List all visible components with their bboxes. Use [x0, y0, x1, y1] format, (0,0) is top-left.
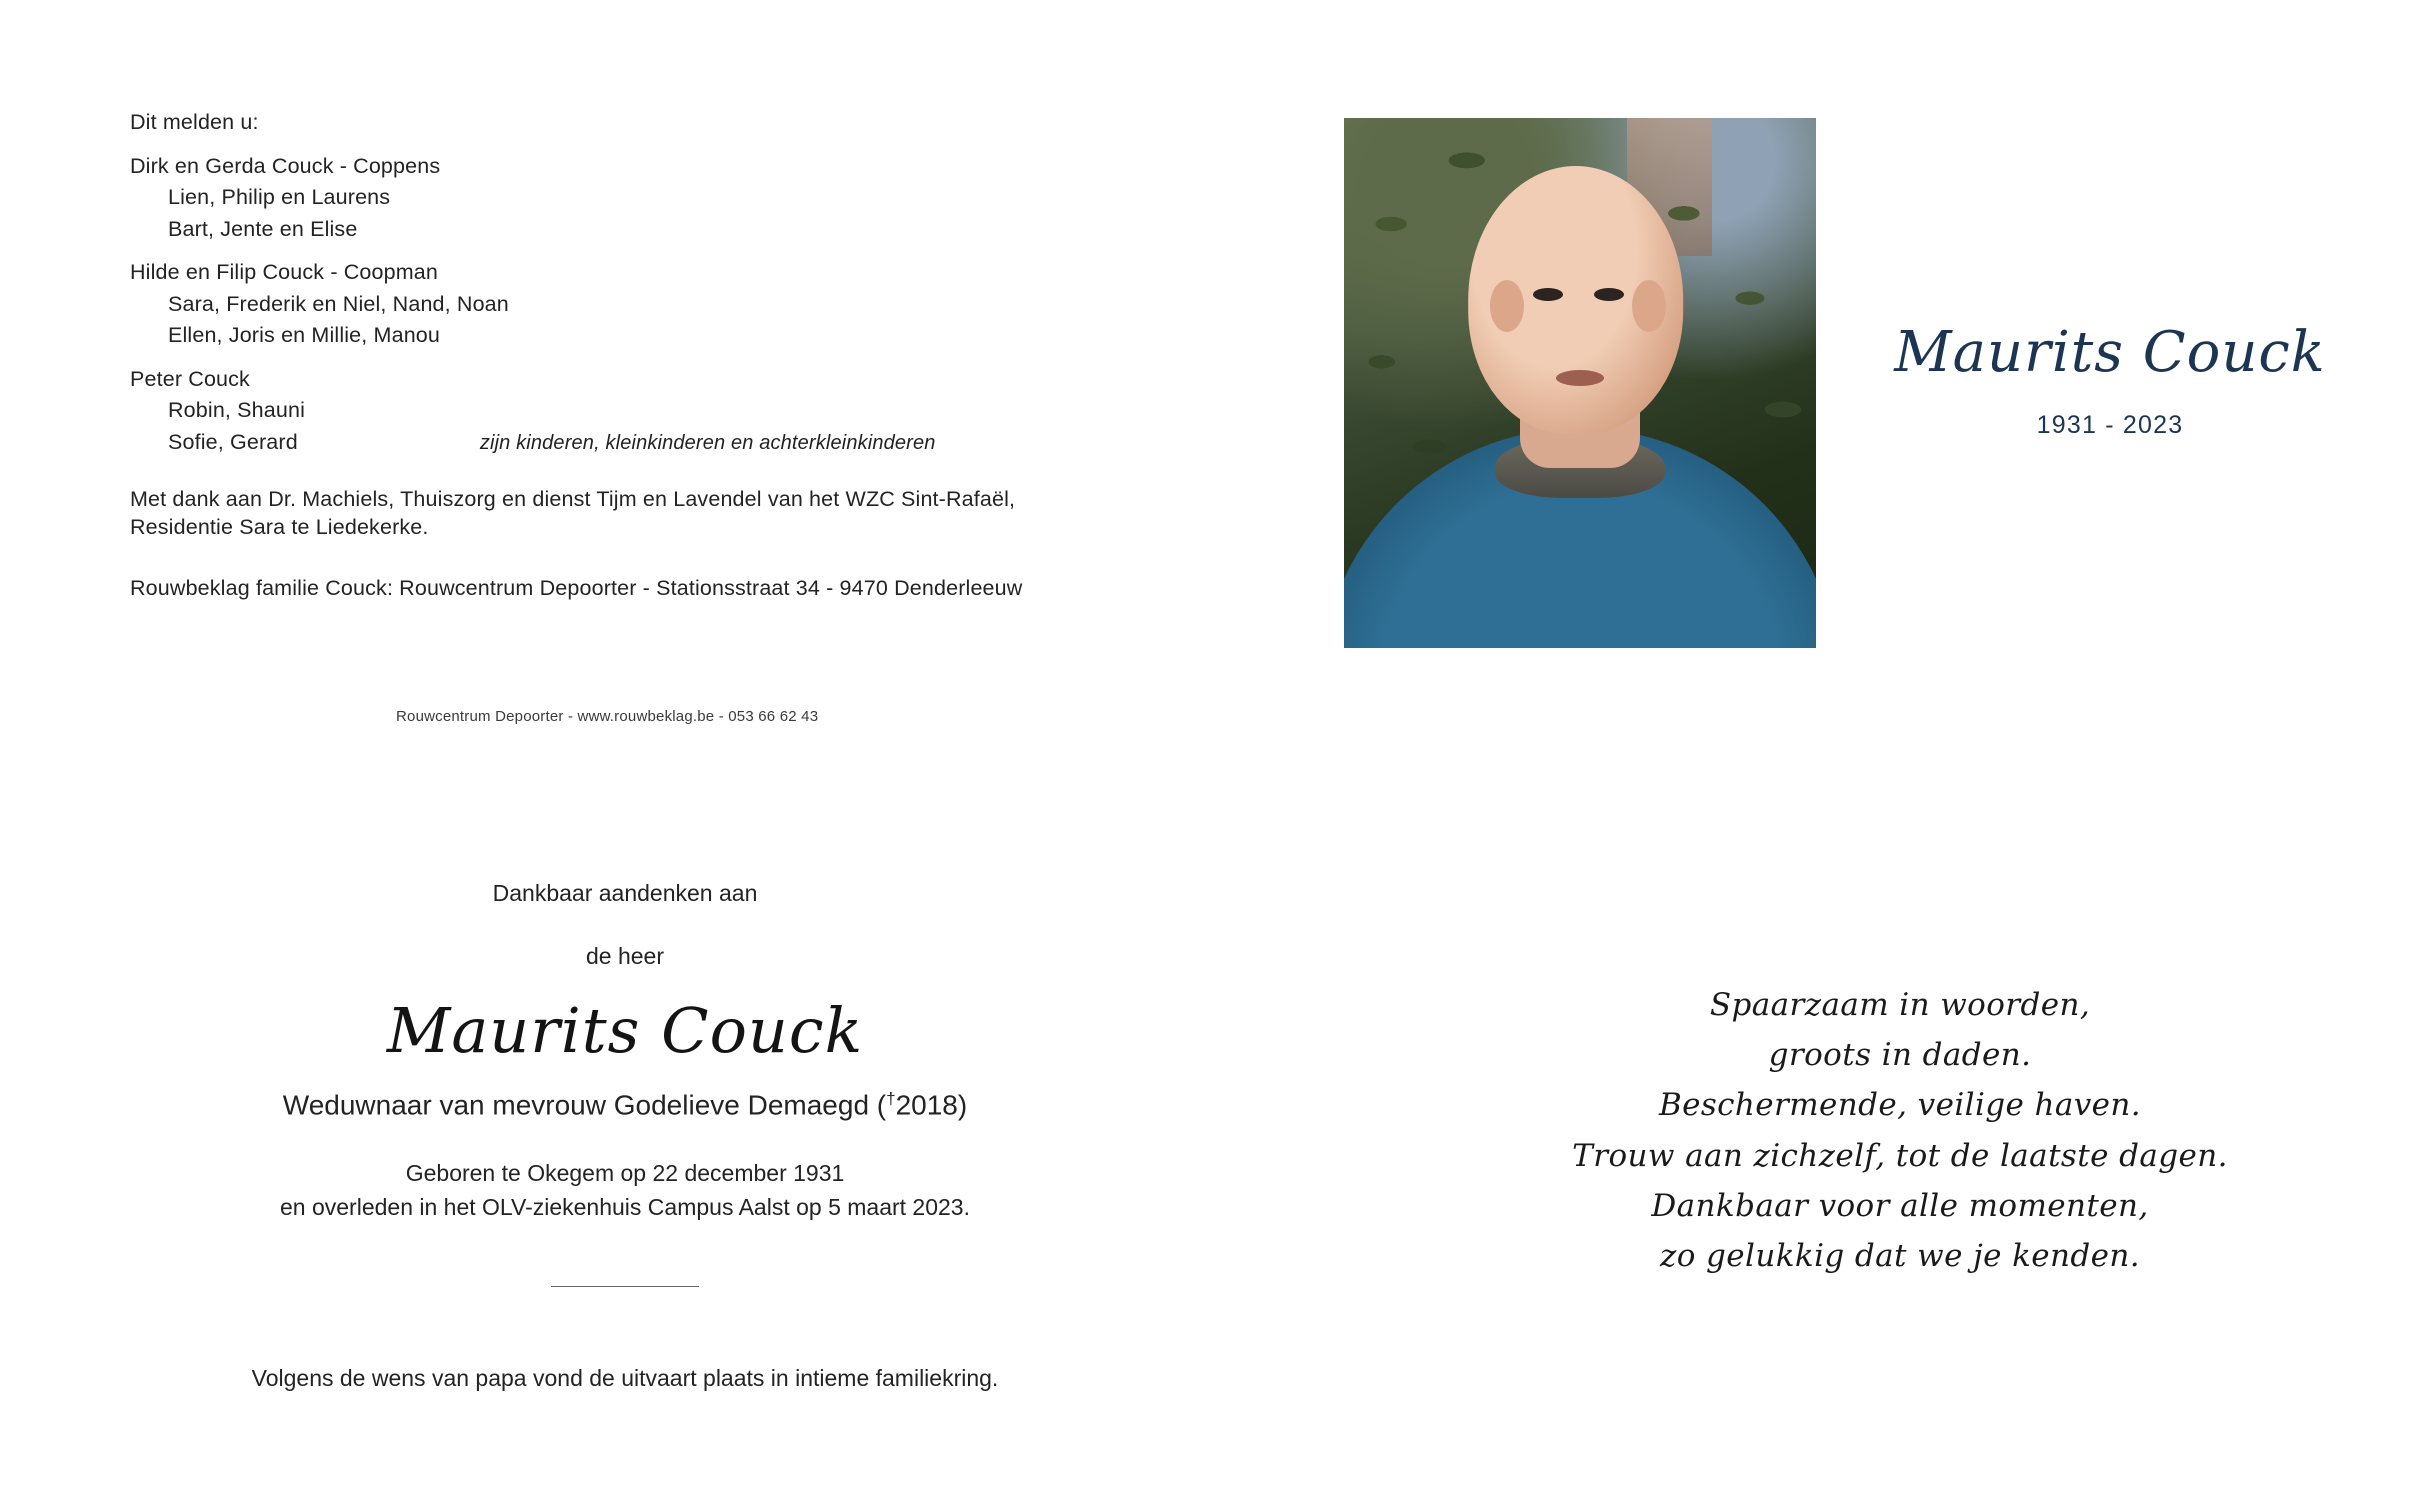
family-children-3b-row — [130, 429, 1130, 454]
poem-line-1: Spaarzaam in woorden, — [1709, 987, 2091, 1023]
family-children-2b: Ellen, Joris en Millie, Manou — [168, 323, 441, 347]
memorial-intro: Dankbaar aandenken aan — [492, 880, 758, 906]
memorial-died: en overleden in het OLV-ziekenhuis Campus Aalst op 5 maart 2023. — [280, 1193, 970, 1220]
family-children-3a: Robin, Shauni — [168, 398, 306, 422]
family-children-1a: Lien, Philip en Laurens — [168, 185, 391, 209]
funeral-home-credit: Rouwcentrum Depoorter - www.rouwbeklag.be - 053 66 62 43 — [396, 708, 819, 725]
family-children-3b: Sofie, Gerard — [168, 429, 298, 454]
family-children-2a: Sara, Frederik en Niel, Nand, Noan — [168, 291, 509, 316]
memorial-spouse-cross: † — [886, 1089, 896, 1108]
thanks-block — [130, 485, 1130, 542]
thanks-line-1: Met dank aan Dr. Machiels, Thuiszorg en dienst Tijm en Lavendel van het WZC Sint-Rafaël, — [130, 487, 1016, 511]
memorial-name: Maurits Couck — [386, 994, 864, 1067]
family-head-1: Dirk en Gerda Couck - Coppens — [130, 153, 441, 178]
poem-block — [1530, 980, 2270, 1281]
notice-block — [130, 112, 1130, 599]
family-head-3: Peter Couck — [130, 366, 250, 391]
thanks-line-2: Residentie Sara te Liedekerke. — [130, 515, 429, 540]
poem-line-2: groots in daden. — [1768, 1037, 2032, 1074]
memorial-title: de heer — [585, 943, 664, 969]
family-head-2: Hilde en Filip Couck - Coopman — [130, 260, 439, 284]
memorial-spouse-prefix: Weduwnaar van mevrouw Godelieve Demaegd ( — [282, 1089, 887, 1121]
header-name-block — [1850, 320, 2370, 440]
notice-intro: Dit melden u: — [130, 110, 259, 134]
divider-rule — [551, 1286, 699, 1287]
header-years: 1931 - 2023 — [2036, 411, 2184, 439]
portrait-photo — [1344, 118, 1816, 648]
photo-subject-eye-right — [1594, 288, 1624, 301]
poem-line-5: Dankbaar voor alle momenten, — [1651, 1187, 2149, 1224]
photo-subject-ear-right — [1632, 280, 1666, 332]
memorial-spouse — [180, 1089, 1070, 1121]
relation-note: zijn kinderen, kleinkinderen en achterkleinkinderen — [479, 431, 936, 454]
memorial-born: Geboren te Okegem op 22 december 1931 — [405, 1160, 845, 1187]
memorial-footer: Volgens de wens van papa vond de uitvaart plaats in intieme familiekring. — [251, 1365, 999, 1392]
memorial-spouse-year: 2018) — [895, 1089, 968, 1121]
mourning-line: Rouwbeklag familie Couck: Rouwcentrum Depoorter - Stationsstraat 34 - 9470 Denderleeuw — [130, 575, 1023, 600]
poem-line-3: Beschermende, veilige haven. — [1658, 1087, 2142, 1124]
family-children-1b: Bart, Jente en Elise — [168, 216, 358, 241]
memorial-dates — [180, 1157, 1070, 1224]
photo-subject-eye-left — [1533, 288, 1563, 301]
header-name: Maurits Couck — [1894, 320, 2326, 385]
memorial-block — [180, 880, 1070, 1392]
poem-line-4: Trouw aan zichzelf, tot de laatste dagen. — [1572, 1137, 2228, 1174]
poem-line-6: zo gelukkig dat we je kenden. — [1660, 1238, 2140, 1275]
